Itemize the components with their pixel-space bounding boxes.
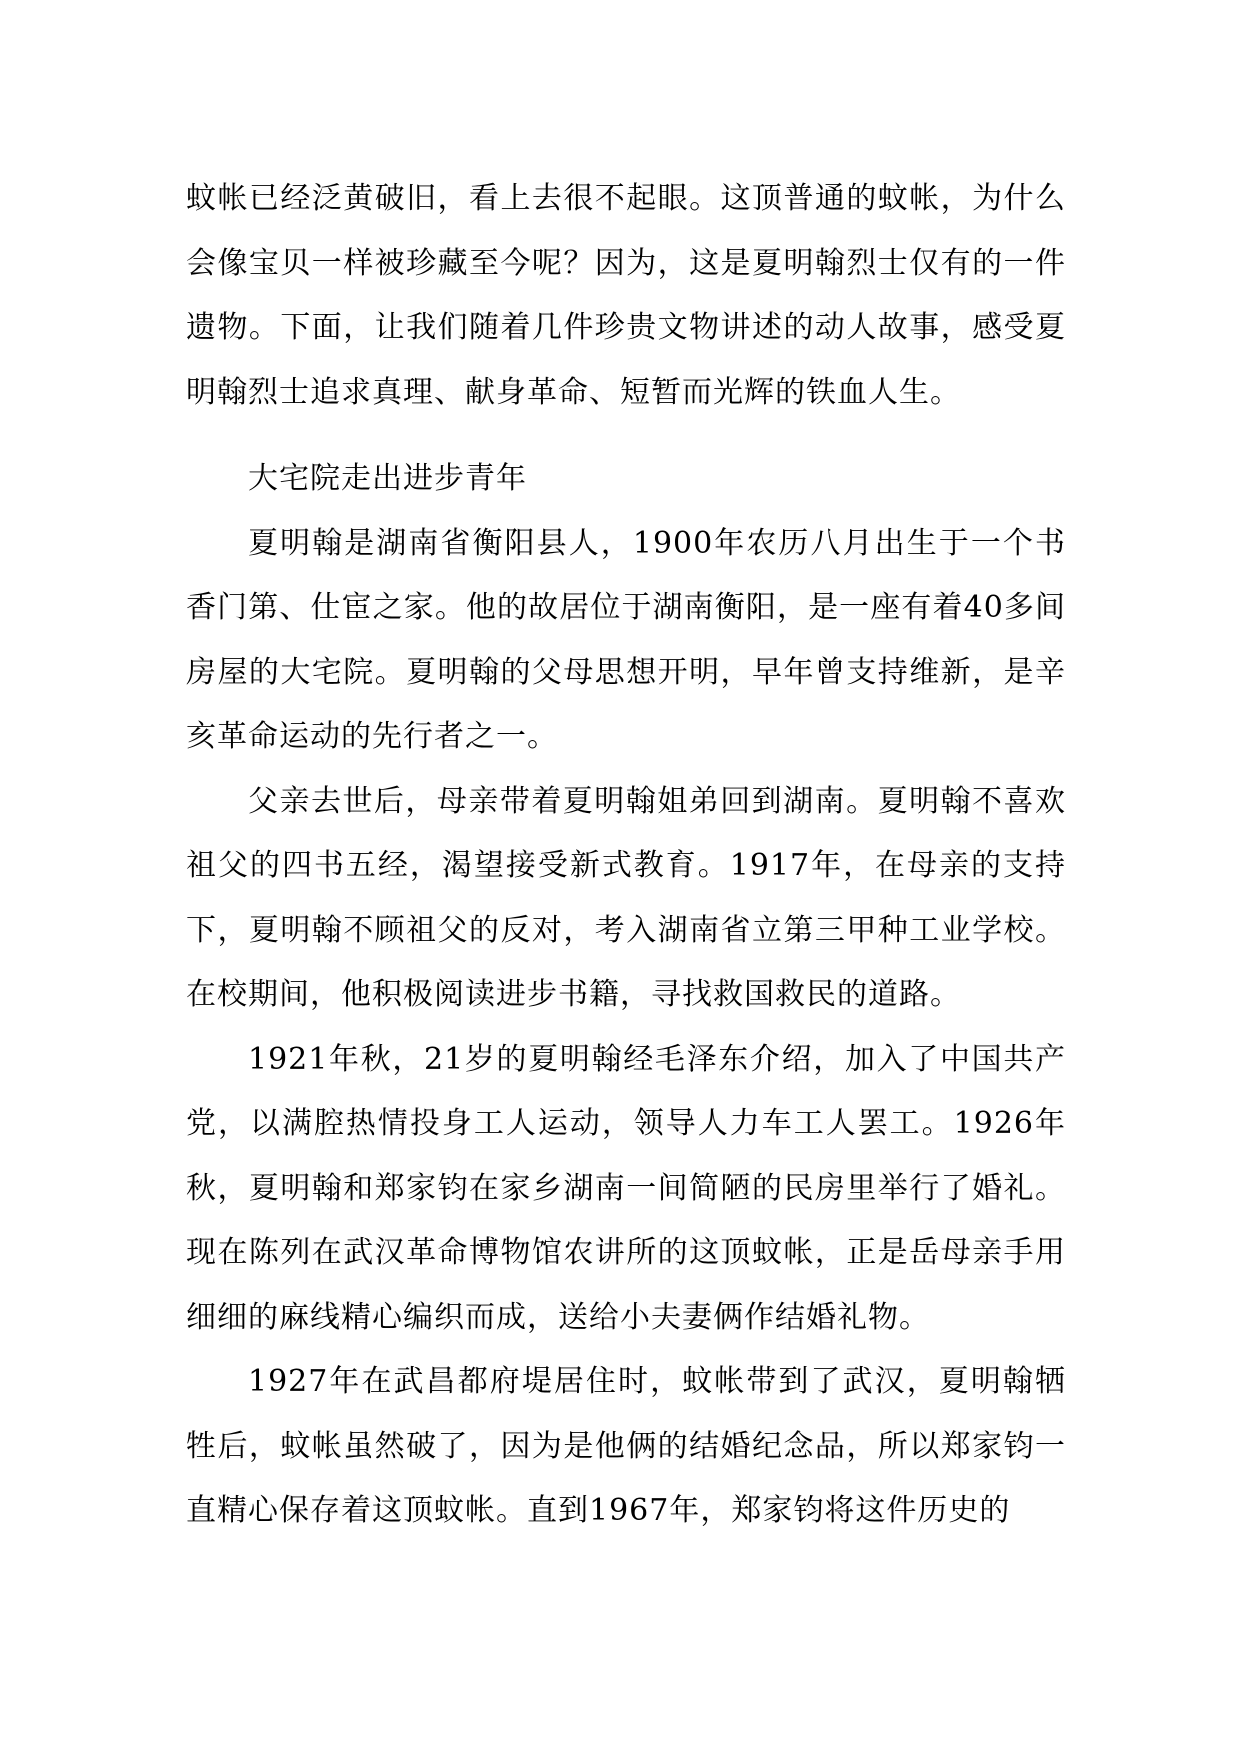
body-paragraph: 1927年在武昌都府堤居住时，蚊帐带到了武汉，夏明翰牺牲后，蚊帐虽然破了，因为是他俩的结婚纪念品，所以郑家钧一直精心保存着这顶蚊帐。直到1967年，郑家钧将这件历史的 xyxy=(186,1364,1066,1528)
intro-paragraph: 蚊帐已经泛黄破旧，看上去很不起眼。这顶普通的蚊帐，为什么会像宝贝一样被珍藏至今呢？因为，这是夏明翰烈士仅有的一件遗物。下面，让我们随着几件珍贵文物讲述的动人故事，感受夏明翰烈士追求真理、献身革命、短暂而光辉的铁血人生。 xyxy=(186,181,1066,410)
body-paragraph: 1921年秋，21岁的夏明翰经毛泽东介绍，加入了中国共产党，以满腔热情投身工人运动，领导人力车工人罢工。1926年秋，夏明翰和郑家钧在家乡湖南一间简陋的民房里举行了婚礼。现在陈列在武汉革命博物馆农讲所的这顶蚊帐，正是岳母亲手用细细的麻线精心编织而成，送给小夫妻俩作结婚礼物。 xyxy=(186,1041,1066,1335)
body-paragraph: 父亲去世后，母亲带着夏明翰姐弟回到湖南。夏明翰不喜欢祖父的四书五经，渴望接受新式教育。1917年，在母亲的支持下，夏明翰不顾祖父的反对，考入湖南省立第三甲种工业学校。在校期间，他积极阅读进步书籍，寻找救国救民的道路。 xyxy=(186,783,1066,1012)
document-page xyxy=(186,167,1066,1544)
section-heading: 大宅院走出进步青年 xyxy=(248,461,527,496)
body-paragraph: 夏明翰是湖南省衡阳县人，1900年农历八月出生于一个书香门第、仕宦之家。他的故居位于湖南衡阳，是一座有着40多间房屋的大宅院。夏明翰的父母思想开明，早年曾支持维新，是辛亥革命运动的先行者之一。 xyxy=(186,525,1066,754)
section-gap xyxy=(186,425,1066,447)
